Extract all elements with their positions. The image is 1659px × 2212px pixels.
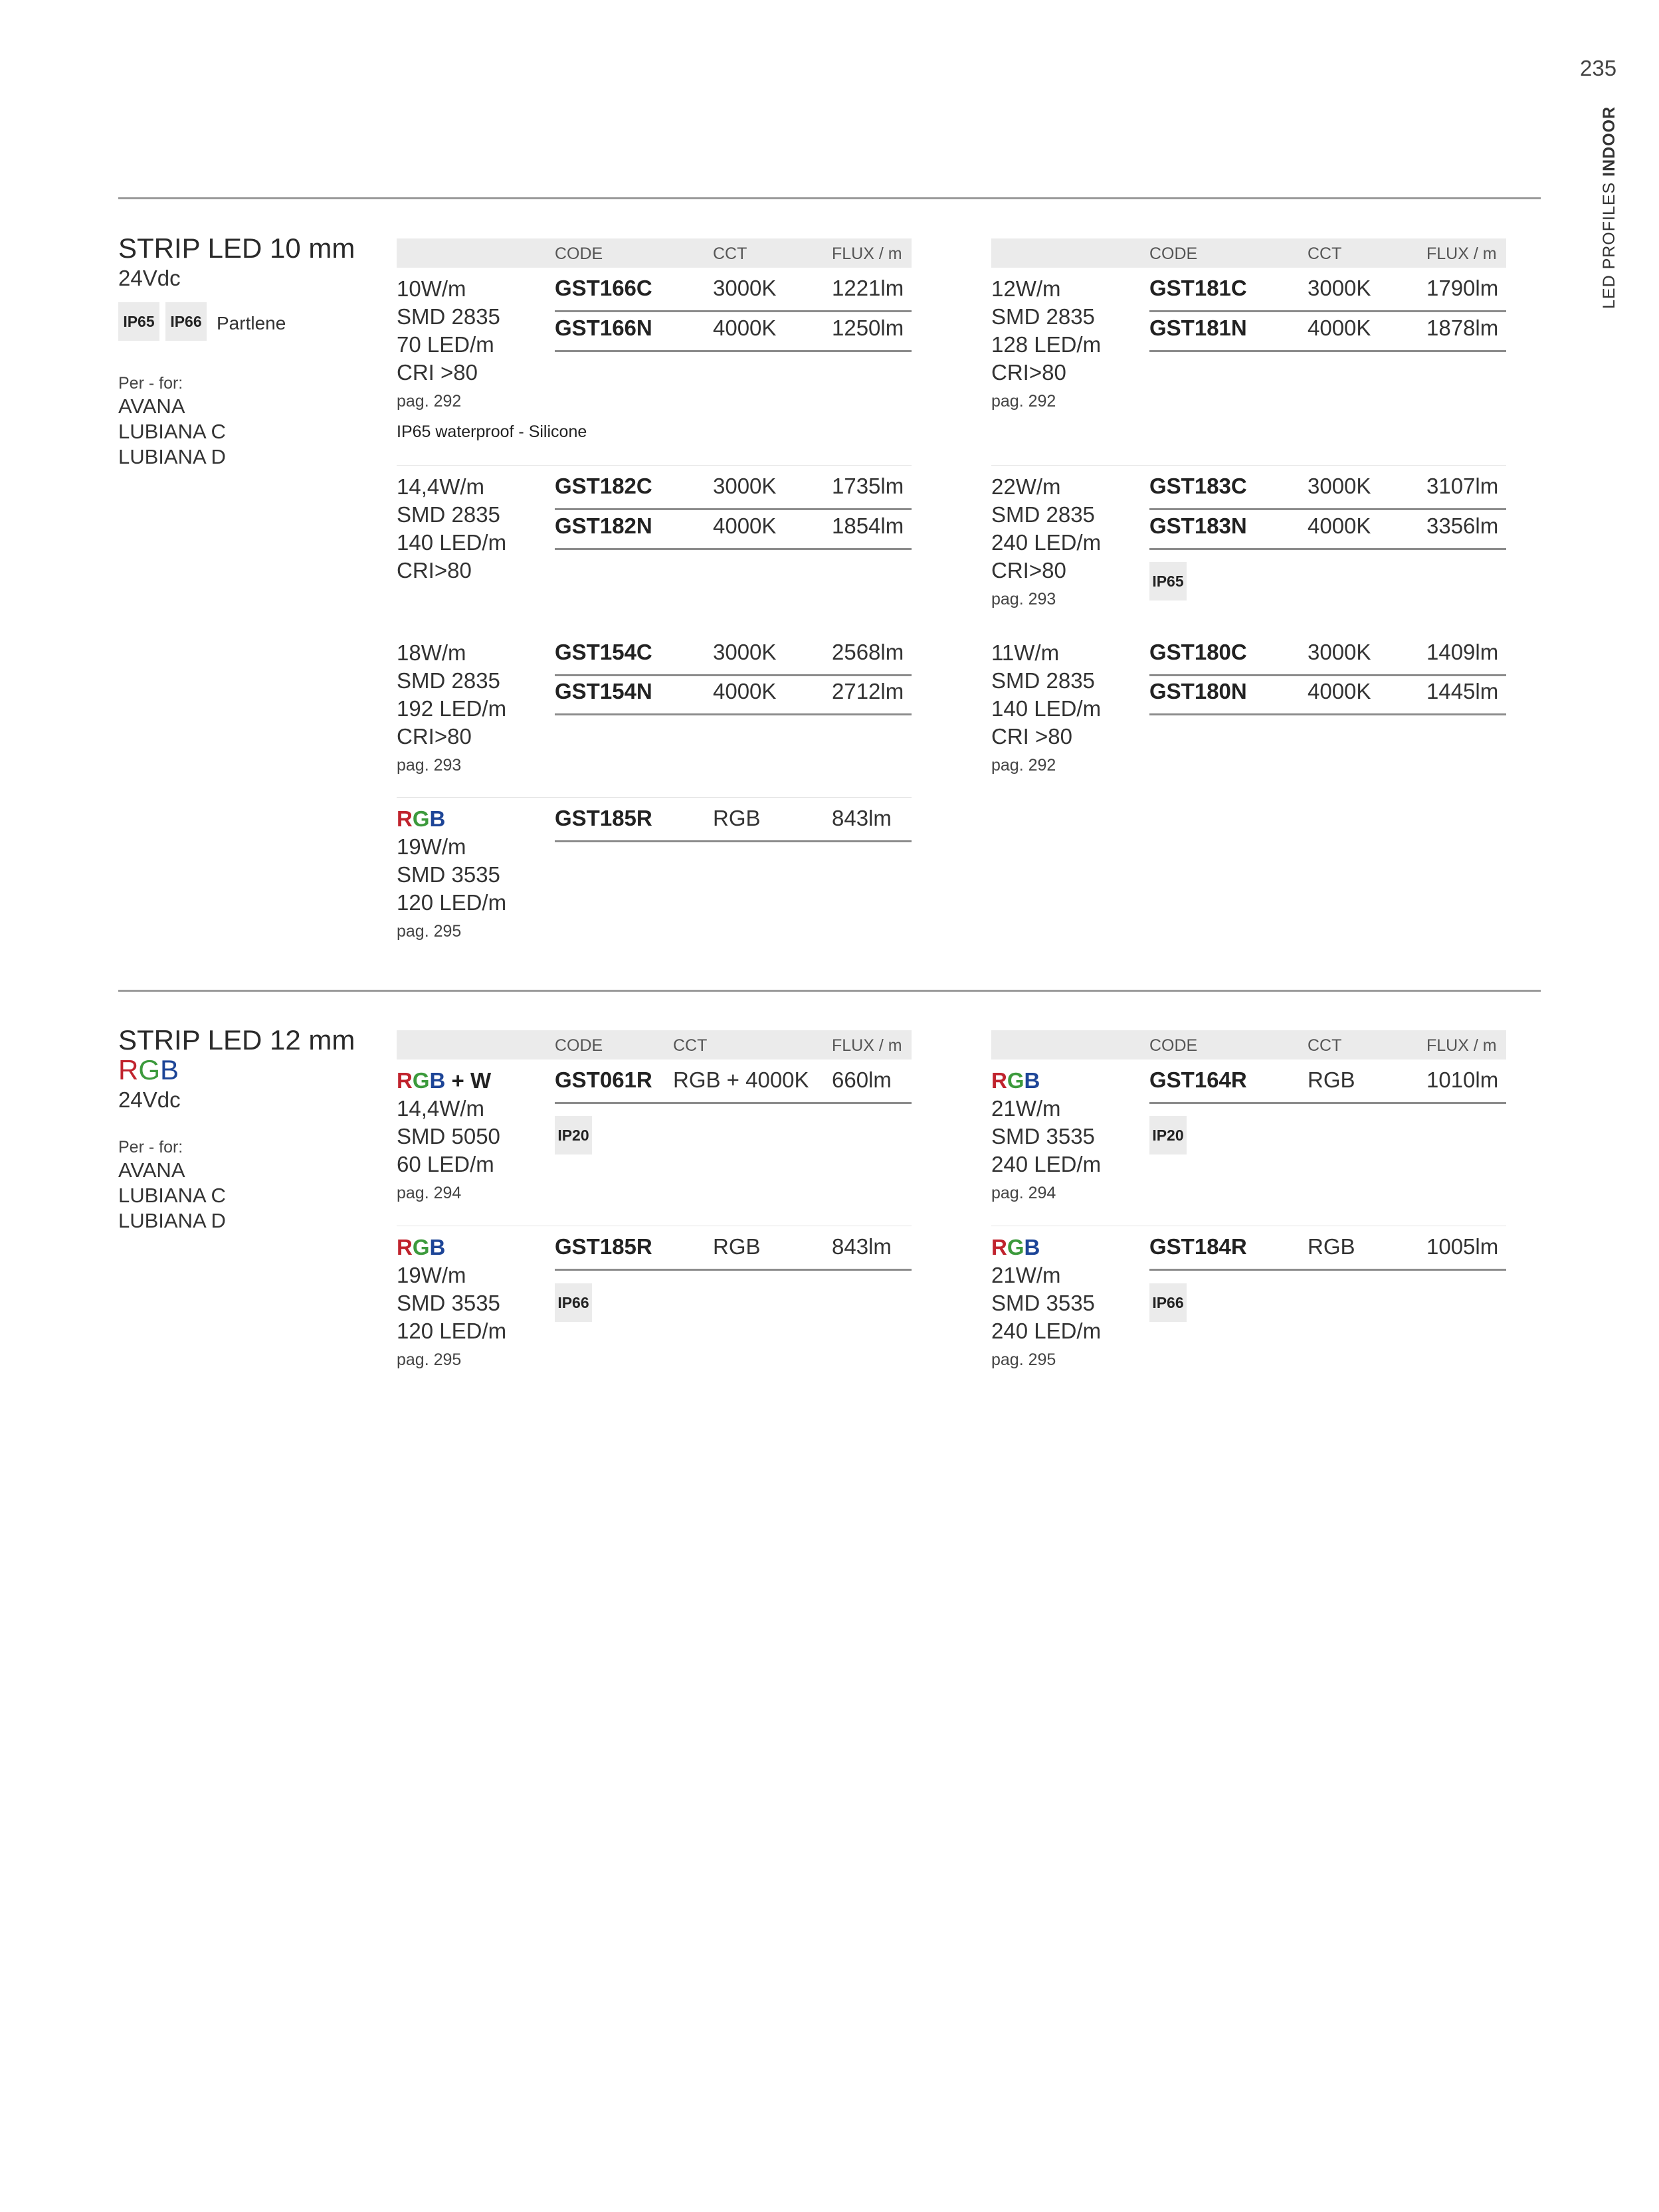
table-row [1149, 1065, 1506, 1104]
side-tab-section: INDOOR [1600, 106, 1618, 177]
column-header-code: CODE [555, 1036, 603, 1055]
voltage-label: 24Vdc [118, 1087, 181, 1112]
flux-value: 660lm [832, 1067, 892, 1092]
flux-value: 1250lm [832, 316, 904, 340]
cct-value: 4000K [713, 513, 777, 538]
table-row [555, 511, 912, 550]
section-title: STRIP LED 10 mm [118, 232, 355, 264]
flux-value: 1878lm [1426, 316, 1499, 340]
coating-label: Partlene [217, 313, 286, 333]
table-row [555, 637, 912, 676]
fit-list [118, 1158, 226, 1234]
product-code: GST180C [1149, 640, 1247, 664]
cct-value: RGB [713, 1234, 761, 1259]
column-header-code: CODE [555, 244, 603, 263]
product-code: GST183C [1149, 474, 1247, 498]
spec-description: RGB 21W/m SMD 3535 240 LED/m pag. 294 [991, 1067, 1101, 1206]
table-header [397, 238, 912, 268]
ip-badge: IP20 [555, 1116, 592, 1154]
rgb-label: RGB [991, 1235, 1040, 1259]
cct-value: RGB [713, 806, 761, 830]
flux-value: 3356lm [1426, 513, 1499, 538]
page-ref: pag. 295 [991, 1350, 1056, 1369]
table-header [991, 1030, 1506, 1060]
page-ref: pag. 295 [397, 1350, 462, 1369]
flux-value: 1854lm [832, 513, 904, 538]
rgbw-label: RGB + W [397, 1068, 492, 1093]
table-header [991, 238, 1506, 268]
page-ref: pag. 293 [991, 590, 1056, 608]
page-ref: pag. 294 [397, 1184, 462, 1202]
flux-value: 1409lm [1426, 640, 1499, 664]
table-header [397, 1030, 912, 1060]
product-code: GST185R [555, 1234, 652, 1259]
cct-value: 3000K [1308, 640, 1371, 664]
cct-value: RGB [1308, 1234, 1355, 1259]
product-code: GST183N [1149, 513, 1247, 538]
product-code: GST166C [555, 276, 652, 300]
ip-badge: IP66 [165, 302, 207, 341]
side-tab-category: LED PROFILES [1600, 181, 1618, 309]
flux-value: 1735lm [832, 474, 904, 498]
rgb-label: RGB [397, 1235, 446, 1259]
spec-description: RGB 19W/m SMD 3535 120 LED/m pag. 295 [397, 1234, 506, 1373]
for-label: Per - for: [118, 374, 183, 393]
page-ref: pag. 295 [397, 922, 462, 941]
spec-description: RGB 19W/m SMD 3535 120 LED/m pag. 295 [397, 805, 506, 945]
table-row [555, 273, 912, 312]
ip-badge: IP65 [1149, 562, 1187, 600]
section-divider [118, 197, 1541, 199]
product-code: GST182C [555, 474, 652, 498]
table-row [555, 1065, 912, 1104]
page-ref: pag. 292 [991, 756, 1056, 775]
flux-value: 843lm [832, 1234, 892, 1259]
spec-description: 12W/m SMD 2835 128 LED/m CRI>80 pag. 292 [991, 275, 1101, 415]
spec-description: 22W/m SMD 2835 240 LED/m CRI>80 pag. 293 [991, 473, 1101, 612]
rgb-label: RGB [991, 1068, 1040, 1093]
column-header-flux: FLUX / m [832, 1036, 902, 1055]
ip-badge: IP66 [555, 1283, 592, 1322]
column-header-cct: CCT [673, 1036, 708, 1055]
section-title: STRIP LED 12 mm [118, 1024, 355, 1056]
section-divider [118, 990, 1541, 992]
fit-list [118, 394, 226, 470]
spec-description: 10W/m SMD 2835 70 LED/m CRI >80 pag. 292 [397, 275, 500, 415]
ip-badge: IP65 [118, 302, 159, 341]
row-separator [397, 797, 912, 798]
for-label: Per - for: [118, 1138, 183, 1156]
row-separator [991, 465, 1506, 466]
table-row [1149, 637, 1506, 676]
cct-value: RGB + 4000K [673, 1067, 809, 1092]
table-row [1149, 471, 1506, 510]
table-row [555, 471, 912, 510]
table-row [555, 676, 912, 715]
spec-description: 18W/m SMD 2835 192 LED/m CRI>80 pag. 293 [397, 639, 506, 779]
cct-value: 3000K [713, 474, 777, 498]
table-row [1149, 273, 1506, 312]
column-header-code: CODE [1149, 1036, 1198, 1055]
flux-value: 1005lm [1426, 1234, 1499, 1259]
spec-description: RGB 21W/m SMD 3535 240 LED/m pag. 295 [991, 1234, 1101, 1373]
table-row [1149, 1232, 1506, 1271]
cct-value: 3000K [713, 640, 777, 664]
column-header-flux: FLUX / m [1426, 244, 1497, 263]
cct-value: 3000K [1308, 276, 1371, 300]
cct-value: RGB [1308, 1067, 1355, 1092]
flux-value: 1010lm [1426, 1067, 1499, 1092]
cct-value: 4000K [713, 316, 777, 340]
page-ref: pag. 292 [991, 392, 1056, 411]
table-row [1149, 511, 1506, 550]
waterproof-note: IP65 waterproof - Silicone [397, 422, 587, 441]
ip-badge: IP66 [1149, 1283, 1187, 1322]
table-row [555, 803, 912, 842]
fit-item: AVANA [118, 395, 185, 418]
page-number: 235 [1580, 56, 1617, 80]
rgb-label: RGB [118, 1054, 179, 1085]
column-header-code: CODE [1149, 244, 1198, 263]
product-code: GST185R [555, 806, 652, 830]
flux-value: 1445lm [1426, 679, 1499, 703]
spec-description: 14,4W/m SMD 2835 140 LED/m CRI>80 [397, 474, 507, 583]
product-code: GST164R [1149, 1067, 1247, 1092]
product-code: GST181N [1149, 316, 1247, 340]
product-code: GST182N [555, 513, 652, 538]
flux-value: 3107lm [1426, 474, 1499, 498]
flux-value: 1221lm [832, 276, 904, 300]
page-ref: pag. 294 [991, 1184, 1056, 1202]
column-header-flux: FLUX / m [1426, 1036, 1497, 1055]
cct-value: 3000K [713, 276, 777, 300]
product-code: GST184R [1149, 1234, 1247, 1259]
column-header-cct: CCT [1308, 1036, 1342, 1055]
product-code: GST180N [1149, 679, 1247, 703]
product-code: GST154N [555, 679, 652, 703]
product-code: GST181C [1149, 276, 1247, 300]
product-code: GST166N [555, 316, 652, 340]
table-row [1149, 313, 1506, 352]
rgb-label: RGB [397, 806, 446, 831]
page-ref: pag. 292 [397, 392, 462, 411]
flux-value: 2712lm [832, 679, 904, 703]
voltage-label: 24Vdc [118, 266, 181, 290]
cct-value: 4000K [1308, 513, 1371, 538]
fit-item: AVANA [118, 1158, 185, 1182]
cct-value: 3000K [1308, 474, 1371, 498]
product-code: GST061R [555, 1067, 652, 1092]
table-row [555, 313, 912, 352]
cct-value: 4000K [713, 679, 777, 703]
flux-value: 1790lm [1426, 276, 1499, 300]
fit-item: LUBIANA C [118, 1184, 226, 1207]
spec-description: 11W/m SMD 2835 140 LED/m CRI >80 pag. 292 [991, 639, 1101, 779]
table-row [1149, 676, 1506, 715]
fit-item: LUBIANA C [118, 420, 226, 443]
cct-value: 4000K [1308, 316, 1371, 340]
row-separator [397, 465, 912, 466]
column-header-cct: CCT [713, 244, 747, 263]
flux-value: 843lm [832, 806, 892, 830]
cct-value: 4000K [1308, 679, 1371, 703]
page-ref: pag. 293 [397, 756, 462, 775]
column-header-flux: FLUX / m [832, 244, 902, 263]
fit-item: LUBIANA D [118, 1209, 226, 1232]
spec-description: RGB + W 14,4W/m SMD 5050 60 LED/m pag. 294 [397, 1067, 500, 1206]
fit-item: LUBIANA D [118, 445, 226, 468]
column-header-cct: CCT [1308, 244, 1342, 263]
ip-badge: IP20 [1149, 1116, 1187, 1154]
product-code: GST154C [555, 640, 652, 664]
flux-value: 2568lm [832, 640, 904, 664]
section-side-tab [1600, 43, 1619, 309]
table-row [555, 1232, 912, 1271]
